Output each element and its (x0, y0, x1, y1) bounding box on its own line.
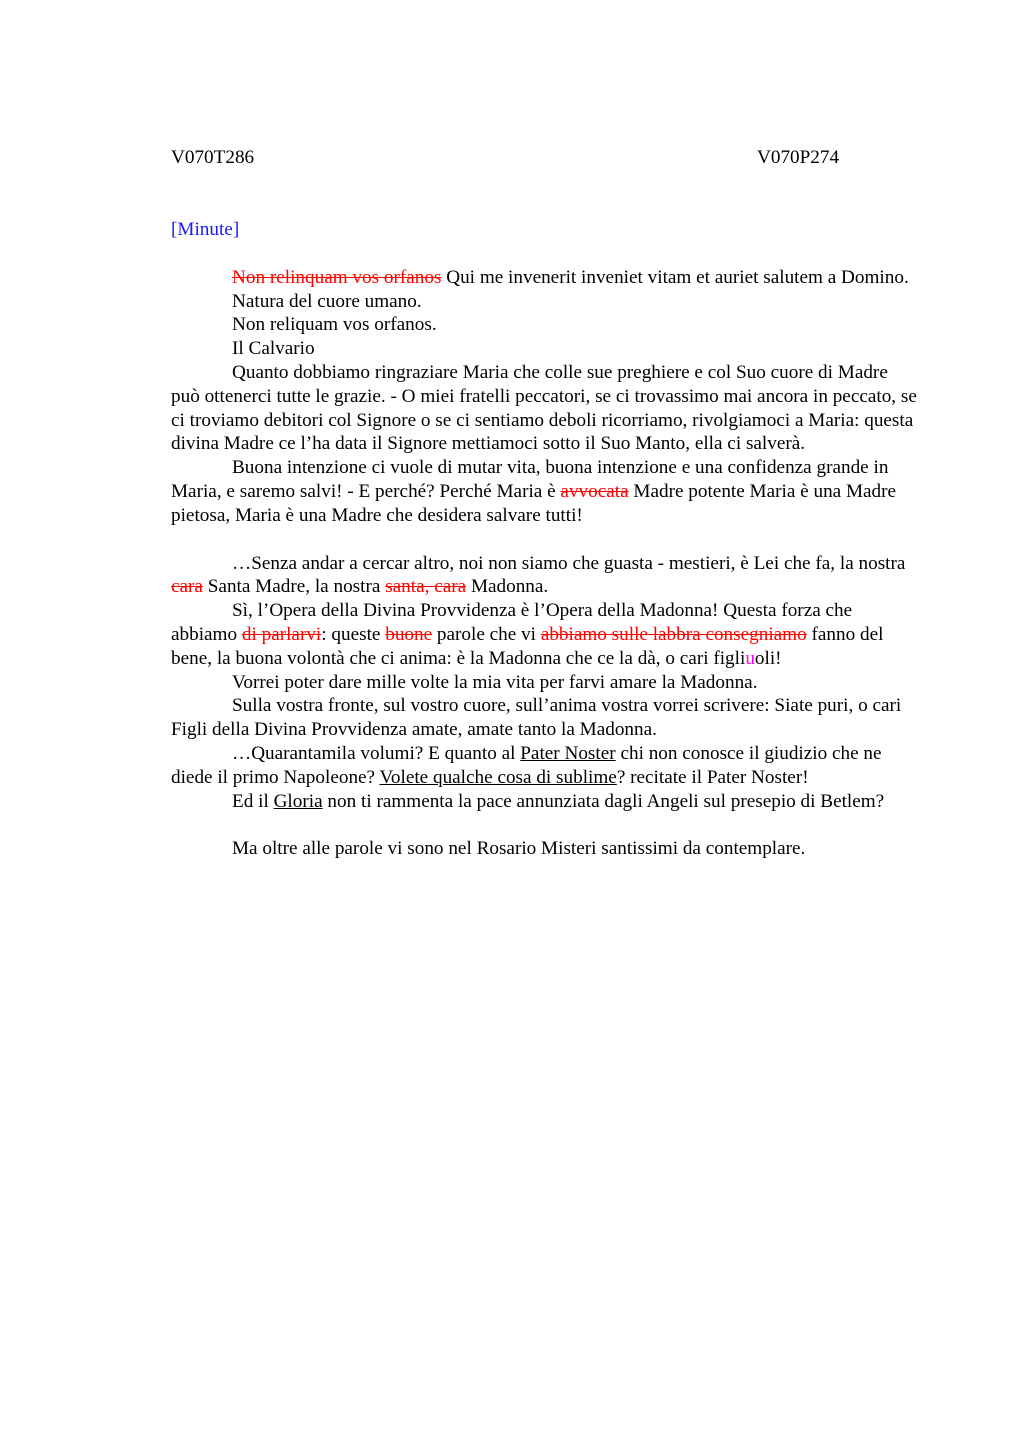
left-document-code: V070T286 (171, 147, 255, 168)
paragraph-4: Il Calvario (232, 338, 315, 360)
paragraph-text: Ed il (232, 790, 274, 812)
deleted-text: di parlarvi (241, 623, 322, 645)
deleted-text: santa, cara (385, 576, 467, 598)
document-page (171, 146, 919, 861)
paragraph-text: ? recitate il Pater Noster! (616, 766, 809, 788)
paragraph-text: Buona intenzione ci vuole di mutar vita, buona intenzione e una confidenza grande in Maria, e saremo salvi! - E perché? Perché Maria è (171, 457, 889, 502)
deleted-text: avvocata (560, 480, 629, 502)
paragraph-text: …Senza andar a cercar altro, noi non siamo che guasta - mestieri, è Lei che fa, la nostra (232, 552, 906, 574)
paragraph-text: Sì, l’Opera della Divina Provvidenza è l’Opera della Madonna! Questa forza che abbiamo (171, 600, 853, 645)
paragraph-text: chi non conosce il giudizio che ne diede il primo Napoleone? (171, 742, 882, 788)
paragraph-3: Non reliquam vos orfanos. (232, 314, 437, 336)
paragraph-text: Madre potente Maria è una Madre pietosa, Maria è una Madre che desidera salvare tutti! (171, 480, 897, 526)
spacer (171, 242, 919, 266)
paragraph-1 (171, 266, 919, 290)
paragraph-text: Madonna. (466, 576, 549, 598)
paragraph-text: non ti rammenta la pace annunziata dagli Angeli sul presepio di Betlem? (322, 790, 885, 812)
underlined-text: Pater Noster (520, 742, 616, 764)
paragraph-5: Quanto dobbiamo ringraziare Maria che colle sue preghiere e col Suo cuore di Madre può ottenerci tutte le grazie. - O miei fratelli peccatori, se ci trovassimo mai ancora in peccato, se ci troviamo debitori col Signore o se ci sentiamo deboli ricorriamo, rivolgiamoci a Maria: questa divina Madre ce l’ha data il Signore mettiamoci sotto il Suo Manto, ella ci salverà. (171, 361, 917, 455)
deleted-text: buone (385, 623, 433, 645)
paragraph-text: Qui me invenerit inveniet vitam et auriet salutem a Domino. (441, 266, 909, 288)
paragraph-6 (171, 456, 919, 527)
spacer (171, 528, 919, 552)
deleted-text: Non relinquam vos orfanos (232, 266, 442, 288)
paragraph-9: Vorrei poter dare mille volte la mia vita per farvi amare la Madonna. (232, 671, 758, 693)
paragraph-2: Natura del cuore umano. (232, 290, 422, 312)
spacer (171, 813, 919, 837)
inserted-text: u (745, 647, 755, 669)
right-document-code: V070P274 (757, 147, 840, 168)
paragraph-text: : queste (321, 623, 386, 645)
paragraph-text: …Quarantamila volumi? E quanto al (232, 742, 521, 764)
underlined-text: Gloria (273, 790, 323, 812)
paragraph-text: fanno del bene, la buona volontà che ci anima: è la Madonna che ce la dà, o cari figli (171, 623, 884, 669)
paragraph-8 (171, 599, 919, 670)
deleted-text: abbiamo sulle labbra consegniamo (540, 623, 807, 645)
section-label: [Minute] (171, 219, 240, 240)
paragraph-text: Santa Madre, la nostra (202, 576, 386, 598)
underlined-text: Volete qualche cosa di sublime (379, 766, 617, 788)
paragraph-text: oli! (754, 647, 782, 669)
paragraph-13: Ma oltre alle parole vi sono nel Rosario Misteri santissimi da contemplare. (232, 838, 806, 860)
deleted-text: cara (171, 576, 203, 598)
paragraph-10: Sulla vostra fronte, sul vostro cuore, sull’anima vostra vorrei scrivere: Siate puri, o cari Figli della Divina Provvidenza amate, amate tanto la Madonna. (171, 695, 902, 741)
paragraph-7 (171, 552, 919, 600)
paragraph-11 (171, 742, 919, 790)
paragraph-12 (171, 790, 919, 814)
document-header (171, 146, 919, 170)
paragraph-text: parole che vi (432, 623, 541, 645)
